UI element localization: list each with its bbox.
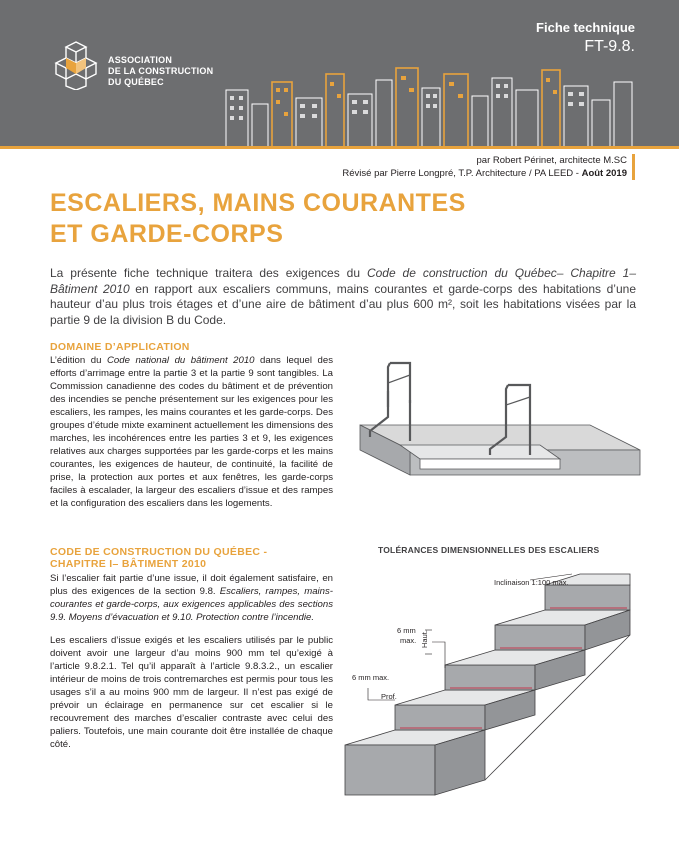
code-heading-line-2: CHAPITRE I– BÂTIMENT 2010	[50, 558, 207, 570]
page-title	[50, 188, 466, 250]
section-heading-code	[50, 546, 267, 570]
org-name	[108, 55, 213, 88]
label-profondeur: Prof.	[381, 692, 397, 701]
intro-paragraph: La présente fiche technique traitera des exigences du Code de construction du Québec– Chapitre 1– Bâtiment 2010 en rapport aux escaliers communs, mains courantes et garde-corps des habitations d’une hauteur d’au plus trois étages et d’une aire de bâtiment d’au plus 600 m², soit les habitations visées par la partie 9 de la division B du Code.	[50, 266, 636, 327]
author-line: par Robert Périnet, architecte M.SC	[476, 155, 627, 166]
sheet-label: Fiche technique	[536, 20, 635, 35]
header-band	[0, 0, 679, 148]
label-max-riser: max.	[400, 636, 417, 645]
header-accent-line	[0, 146, 679, 149]
city-skyline-illustration	[218, 60, 638, 148]
stair-handrail-illustration	[340, 355, 650, 505]
title-line-1: ESCALIERS, MAINS COURANTES	[50, 189, 466, 217]
section-body-code	[50, 572, 333, 761]
org-line-2: DE LA CONSTRUCTION	[108, 66, 214, 76]
label-hauteur: Haut.	[420, 630, 429, 648]
code-paragraph-2: Les escaliers d’issue exigés et les escaliers utilisés par le public doivent avoir une largeur d’au moins 900 mm tel qu’exigé à l’article 9.8.2.1. Tel qu’il apparaît à l’article 9.8.3.2., un escalier intérieur de moins de trois contremarches est permis pour tous les usages s’il a au moins 900 mm de largeur. Il n’est pas exigé de prévoir un éclairage en permanence sur cet escalier si le recouvrement des marches d’escalier contraste avec celui des paliers. Toutefois, une main courante doit être installée de chaque côté.	[50, 635, 333, 750]
label-inclinaison: Inclinaison 1:100 max.	[494, 578, 569, 587]
cube-stack-logo	[50, 40, 102, 90]
title-line-2: ET GARDE-CORPS	[50, 220, 284, 248]
revision-date: Août 2019	[581, 168, 627, 179]
sheet-code: FT-9.8.	[584, 38, 635, 55]
section-body-domaine: L’édition du Code national du bâtiment 2010 dans lequel des efforts d’arrimage entre la partie 3 et la partie 9 sont tangibles. La Commission canadienne des codes du bâtiment et de prévention des incendies se penche présentement sur les exigences pour les escaliers, les rampes, les mains courantes et les garde-corps. Des groupes d’étude mixte examinent actuellement les dimensions des marches, les incohérences entre les parties 3 et 9, les exigences relatives aux charges supportées par les garde-corps et les mains courantes, les exigences de hauteur, de continuité, la facilité de prise, la protection aux portes et aux fenêtres, les garde-corps faciles à escalader, la largeur des escaliers d’issue et des rampes et la configuration des escaliers dans les logements.	[50, 355, 334, 509]
org-line-3: DU QUÉBEC	[108, 77, 164, 87]
org-line-1: ASSOCIATION	[108, 55, 173, 65]
reviser-line: Révisé par Pierre Longpré, T.P. Architecture / PA LEED - Août 2019	[342, 168, 627, 179]
code-heading-line-1: CODE DE CONSTRUCTION DU QUÉBEC -	[50, 546, 268, 558]
code-paragraph-1: Si l’escalier fait partie d’une issue, il doit également satisfaire, en plus des exigences de la section 9.8. Escaliers, rampes, mains-courantes et garde-corps, aux exigences applicables des sections 9.9. Moyens d’évacuation et 9.10. Protection contre l’incendie.	[50, 573, 334, 623]
label-6mm-max-tread: 6 mm max.	[352, 673, 390, 682]
label-6mm-max-riser: 6 mm	[397, 626, 416, 635]
figure-title-tolerances: TOLÉRANCES DIMENSIONNELLES DES ESCALIERS	[378, 545, 600, 555]
author-credits	[342, 154, 627, 180]
section-heading-domaine: DOMAINE D’APPLICATION	[50, 341, 190, 353]
author-accent-bar	[632, 154, 635, 180]
